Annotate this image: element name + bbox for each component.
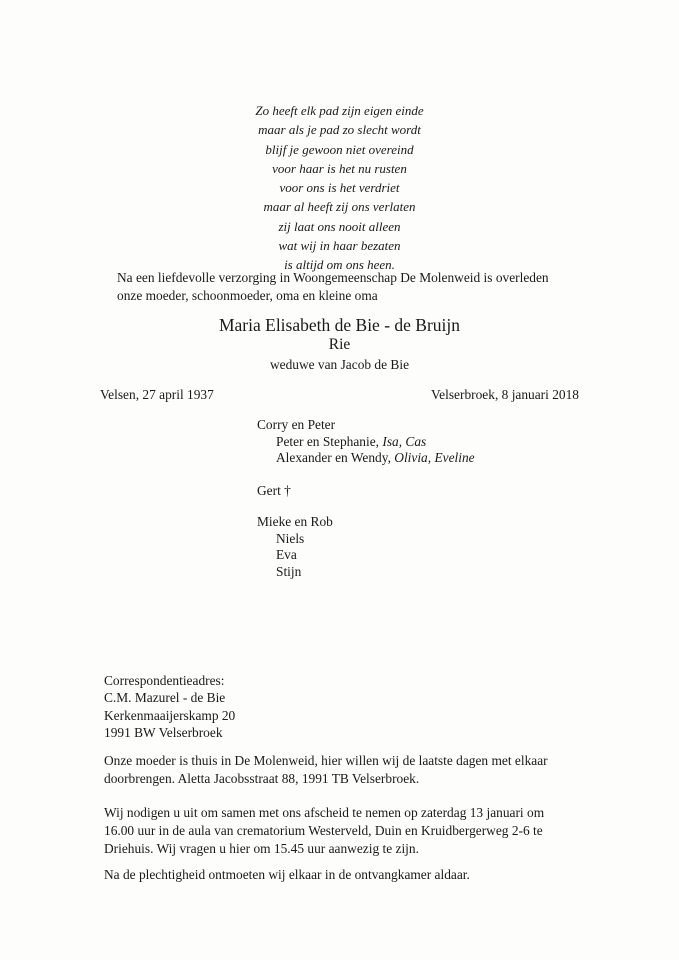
family-child-deceased: Gert † (257, 482, 291, 498)
family-grandchild: Niels (276, 530, 305, 546)
poem (0, 101, 679, 275)
paragraph-line: Driehuis. Wij vragen u hier om 15.45 uur aanwezig te zijn. (104, 840, 419, 856)
family-grandchild (257, 450, 475, 467)
great-grandchildren: Isa, Cas (382, 433, 427, 449)
intro-text (117, 269, 549, 305)
deceased-name: Maria Elisabeth de Bie - de Bruijn (218, 315, 461, 335)
poem-line: zij laat ons nooit alleen (278, 218, 401, 234)
address-name: C.M. Mazurel - de Bie (104, 690, 226, 706)
birth-date: Velsen, 27 april 1937 (100, 387, 214, 402)
intro-line: onze moeder, schoonmoeder, oma en kleine oma (117, 288, 378, 303)
poem-line: blijf je gewoon niet overeind (265, 141, 414, 157)
family-couple: Mieke en Rob (257, 514, 333, 529)
invitation-paragraph (104, 804, 544, 857)
poem-line: is altijd om ons heen. (284, 257, 395, 273)
poem-line: voor haar is het nu rusten (272, 160, 407, 176)
closing-paragraph (104, 866, 470, 884)
grandchild-parents: Peter en Stephanie, (276, 433, 383, 449)
correspondence-address (104, 672, 235, 741)
poem-line: voor ons is het verdriet (279, 180, 400, 196)
family-couple: Corry en Peter (257, 417, 336, 432)
family-grandchild (257, 434, 475, 451)
poem-line: maar al heeft zij ons verlaten (263, 199, 416, 215)
paragraph-line: Wij nodigen u uit om samen met ons afscheid te nemen op zaterdag 13 januari om (104, 805, 545, 820)
family-list (257, 417, 475, 580)
home-paragraph (104, 752, 548, 788)
address-street: Kerkenmaaijerskamp 20 (104, 707, 236, 723)
address-city: 1991 BW Velserbroek (104, 724, 223, 740)
intro-line: Na een liefdevolle verzorging in Woongemeenschap De Molenweid is overleden (117, 270, 549, 285)
death-date: Velserbroek, 8 januari 2018 (431, 387, 579, 402)
paragraph-line: Onze moeder is thuis in De Molenweid, hier willen wij de laatste dagen met elkaar (104, 753, 548, 768)
family-grandchild: Eva (276, 547, 297, 562)
deceased-nickname: Rie (328, 336, 351, 353)
widow-line: weduwe van Jacob de Bie (269, 357, 410, 372)
great-grandchildren: Olivia, Eveline (394, 450, 475, 465)
address-label: Correspondentieadres: (104, 673, 225, 688)
family-grandchild: Stijn (276, 563, 302, 579)
paragraph-line: Na de plechtigheid ontmoeten wij elkaar in de ontvangkamer aldaar. (104, 867, 470, 882)
poem-line: maar als je pad zo slecht wordt (258, 122, 421, 138)
paragraph-line: 16.00 uur in de aula van crematorium Westerveld, Duin en Kruidbergerweg 2-6 te (104, 822, 543, 838)
grandchild-parents: Alexander en Wendy, (276, 450, 395, 465)
poem-line: Zo heeft elk pad zijn eigen einde (255, 103, 424, 118)
paragraph-line: doorbrengen. Aletta Jacobsstraat 88, 1991 TB Velserbroek. (104, 770, 420, 786)
poem-line: wat wij in haar bezaten (278, 238, 401, 254)
